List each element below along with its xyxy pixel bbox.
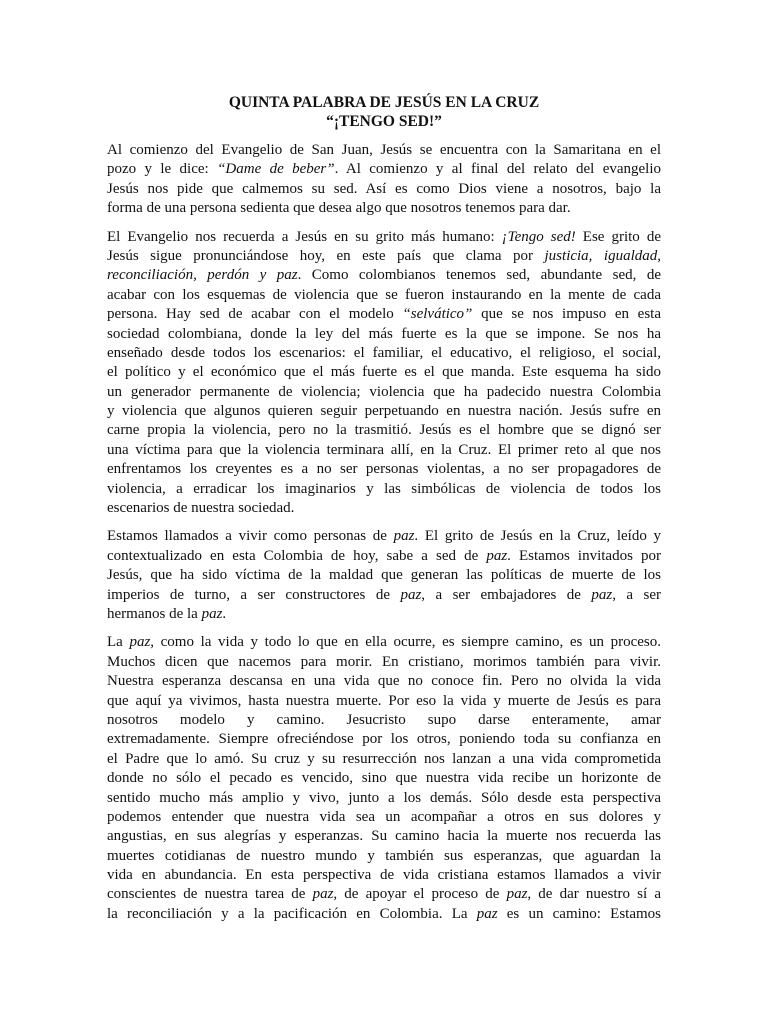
text-run: es un camino: Estamos	[497, 905, 661, 922]
text-run: vida en abundancia. En esta perspectiva de vida cristiana estamos llamados a vivir	[107, 867, 661, 884]
italic-text: paz	[312, 886, 334, 903]
text-run: que aquí ya vivimos, hasta nuestra muerte. Por eso la vida y muerte de Jesús es para	[107, 692, 661, 709]
text-run: extremadamente. Siempre ofreciéndose por los otros, poniendo toda su confianza en	[107, 731, 661, 748]
document-body	[107, 141, 661, 933]
text-line	[107, 441, 661, 460]
text-line	[107, 808, 661, 827]
text-run: muertes cotidianas de nuestro mundo y también sus esperanzas, que aguardan la	[107, 847, 661, 864]
text-line	[107, 266, 661, 285]
text-line	[107, 199, 661, 218]
italic-text: paz	[591, 586, 613, 603]
text-line	[107, 547, 661, 566]
text-run: una víctima para que la violencia terminara allí, en la Cruz. El primer reto al que nos	[107, 441, 661, 458]
text-run: el Padre que lo amó. Su cruz y su resurrección nos lanzan a una vida comprometida	[107, 750, 661, 767]
paragraph	[107, 141, 661, 219]
text-line	[107, 160, 661, 179]
italic-text: paz	[476, 905, 498, 922]
text-run: , de apoyar el proceso de	[333, 886, 507, 903]
text-run: Al comienzo del Evangelio de San Juan, Jesús se encuentra con la Samaritana en el	[107, 142, 661, 158]
text-run: acabar con los esquemas de violencia que se fueron instaurando en la mente de cada	[107, 286, 661, 303]
text-line	[107, 344, 661, 363]
text-line	[107, 383, 661, 402]
text-line	[107, 180, 661, 199]
text-line	[107, 789, 661, 808]
text-run: persona. Hay sed de acabar con el modelo	[107, 306, 403, 323]
text-run: un generador permanente de violencia; violencia que ha padecido nuestra Colombia	[107, 383, 661, 400]
text-run: Nuestra esperanza descansa en una vida que no conoce fin. Pero no olvida la vida	[107, 673, 661, 690]
text-run: , a ser embajadores de	[421, 586, 592, 603]
text-run: sociedad colombiana, donde la ley del más fuerte es la que se impone. Se nos ha	[107, 325, 661, 342]
italic-text: “selvático”	[402, 306, 473, 323]
italic-text: paz	[486, 547, 508, 564]
text-line	[107, 750, 661, 769]
text-run: . Estamos invitados por	[507, 547, 661, 564]
italic-text: paz	[506, 886, 528, 903]
text-run: conscientes de nuestra tarea de	[107, 886, 313, 903]
text-run: sentido mucho más amplio y vivo, junto a los demás. Sólo desde esta perspectiva	[107, 789, 661, 806]
italic-text: reconciliación, perdón y paz	[107, 267, 298, 284]
text-line	[107, 692, 661, 711]
text-line	[107, 305, 661, 324]
text-line	[107, 586, 661, 605]
text-run: .	[222, 605, 227, 622]
text-line	[107, 827, 661, 846]
text-line	[107, 480, 661, 499]
text-line	[107, 421, 661, 440]
italic-text: “Dame de beber”	[217, 161, 335, 178]
italic-text: paz	[129, 634, 151, 651]
paragraph	[107, 228, 661, 519]
text-run: pozo y le dice:	[107, 161, 218, 178]
italic-text: paz	[400, 586, 422, 603]
text-line	[107, 847, 661, 866]
italic-text: ¡Tengo sed!	[501, 228, 576, 245]
text-run: donde no sólo el pecado es vencido, sino que nuestra vida recibe un horizonte de	[107, 770, 661, 787]
text-run: angustias, en sus alegrías y esperanzas. Su camino hacia la muerte nos recuerda las	[107, 828, 661, 845]
text-line	[107, 605, 661, 624]
text-line	[107, 286, 661, 305]
text-run: nosotros modelo y camino. Jesucristo supo darse enteramente, amar	[107, 711, 661, 728]
text-line	[107, 730, 661, 749]
text-run: , a ser	[612, 586, 662, 603]
text-run: que se nos impuso en esta	[472, 306, 661, 323]
italic-text: justicia, igualdad,	[544, 247, 661, 264]
text-line	[107, 866, 661, 885]
text-line	[107, 672, 661, 691]
text-line	[107, 141, 661, 160]
text-line	[107, 711, 661, 730]
paragraph	[107, 633, 661, 924]
text-run: violencia, a erradicar los imaginarios y las simbólicas de violencia de todos los	[107, 480, 661, 497]
text-line	[107, 566, 661, 585]
text-run: Estamos llamados a vivir como personas de	[107, 528, 394, 545]
text-line	[107, 499, 661, 518]
text-run: . Al comienzo y al final del relato del evangelio	[334, 161, 661, 178]
text-run: hermanos de la	[107, 605, 202, 622]
text-run: enseñado desde todos los escenarios: el familiar, el educativo, el religioso, el social,	[107, 344, 661, 361]
text-line	[107, 633, 661, 652]
text-line	[107, 885, 661, 904]
text-line	[107, 460, 661, 479]
text-run: y violencia que algunos quieren seguir perpetuando en nuestra nación. Jesús sufre en	[107, 403, 661, 420]
text-run: . Como colombianos tenemos sed, abundante sed, de	[297, 267, 661, 284]
text-run: escenarios de nuestra sociedad.	[107, 500, 295, 517]
italic-text: paz	[201, 605, 223, 622]
text-run: , de dar nuestro sí a	[527, 886, 661, 903]
text-run: El Evangelio nos recuerda a Jesús en su grito más humano:	[107, 228, 502, 245]
text-run: , como la vida y todo lo que en ella ocurre, es siempre camino, es un proceso.	[150, 634, 661, 651]
text-run: Jesús, que ha sido víctima de la maldad que generan las políticas de muerte de los	[107, 567, 661, 584]
text-run: La	[107, 634, 130, 651]
text-line	[107, 905, 661, 924]
text-run: el político y el económico que el más fuerte es el que manda. Este esquema ha sido	[107, 364, 661, 381]
text-line	[107, 769, 661, 788]
text-line	[107, 653, 661, 672]
text-run: enfrentamos los creyentes es a no ser personas violentas, a no ser propagadores de	[107, 461, 661, 478]
text-run: Jesús nos pide que calmemos su sed. Así es como Dios viene a nosotros, bajo la	[107, 180, 661, 197]
text-run: podemos entender que nuestra vida sea un acompañar a otros en sus dolores y	[107, 808, 661, 825]
text-line	[107, 228, 661, 247]
text-line	[107, 325, 661, 344]
text-run: forma de una persona sedienta que desea algo que nosotros tenemos para dar.	[107, 200, 571, 217]
text-run: . El grito de Jesús en la Cruz, leído y	[414, 528, 661, 545]
text-run: la reconciliación y a la pacificación en Colombia. La	[107, 905, 477, 922]
text-line	[107, 247, 661, 266]
text-run: Ese grito de	[575, 228, 661, 245]
text-run: contextualizado en esta Colombia de hoy, sabe a sed de	[107, 547, 487, 564]
text-line	[107, 363, 661, 382]
page-title: QUINTA PALABRA DE JESÚS EN LA CRUZ	[228, 94, 540, 111]
text-run: imperios de turno, a ser constructores de	[107, 586, 401, 603]
text-run: Muchos dicen que nacemos para morir. En cristiano, morimos también para vivir.	[107, 653, 661, 670]
page-subtitle: “¡TENGO SED!”	[326, 113, 442, 130]
text-line	[107, 527, 661, 546]
text-run: Jesús sigue pronunciándose hoy, en este país que clama por	[107, 247, 545, 264]
text-run: carne propia la violencia, pero no la trasmitió. Jesús es el hombre que se dignó ser	[107, 422, 661, 439]
text-line	[107, 402, 661, 421]
paragraph	[107, 527, 661, 624]
italic-text: paz	[393, 528, 415, 545]
